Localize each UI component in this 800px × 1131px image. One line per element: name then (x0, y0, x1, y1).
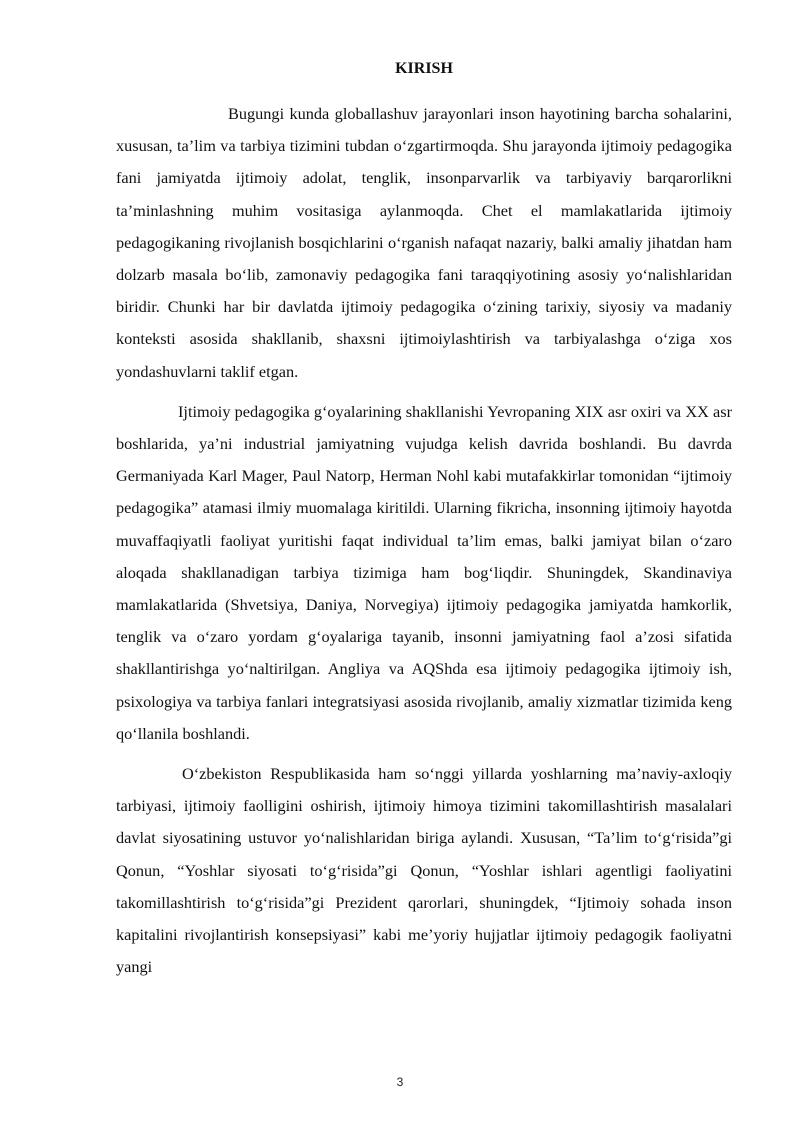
paragraph-europe-history: Ijtimoiy pedagogika g‘oyalarining shakllanishi Yevropaning XIX asr oxiri va XX asr boshlarida, ya’ni industrial jamiyatning vujudga kelish davrida boshlandi. Bu davrda Germaniyada Karl Mager, Paul Natorp, Herman Nohl kabi mutafakkirlar tomonidan “ijtimoiy pedagogika” atamasi ilmiy muomalaga kiritildi. Ularning fikricha, insonning ijtimoiy hayotda muvaffaqiyatli faoliyat yuritishi faqat individual ta’lim emas, balki jamiyat bilan o‘zaro aloqada shakllanadigan tarbiya tizimiga ham bog‘liqdir. Shuningdek, Skandinaviya mamlakatlarida (Shvetsiya, Daniya, Norvegiya) ijtimoiy pedagogika jamiyatda hamkorlik, tenglik va o‘zaro yordam g‘oyalariga tayanib, insonni jamiyatning faol a’zosi sifatida shakllantirishga yo‘naltirilgan. Angliya va AQShda esa ijtimoiy pedagogika ijtimoiy ish, psixologiya va tarbiya fanlari integratsiyasi asosida rivojlanib, amaliy xizmatlar tizimida keng qo‘llanila boshlandi. (116, 401, 732, 743)
paragraph-uzbekistan: O‘zbekiston Respublikasida ham so‘nggi yillarda yoshlarning ma’naviy-axloqiy tarbiyasi, ijtimoiy faolligini oshirish, ijtimoiy himoya tizimini takomillashtirish masalalari davlat siyosatining ustuvor yo‘nalishlaridan biriga aylandi. Xususan, “Ta’lim to‘g‘risida”gi Qonun, “Yoshlar siyosati to‘g‘risida”gi Qonun, “Yoshlar ishlari agentligi faoliyatini takomillashtirish to‘g‘risida”gi Prezident qarorlari, shuningdek, “Ijtimoiy sohada inson kapitalini rivojlantirish konsepsiyasi” kabi me’yoriy hujjatlar ijtimoiy pedagogik faoliyatni yangi (116, 764, 732, 977)
section-title: KIRISH (395, 60, 453, 77)
paragraph-intro: Bugungi kunda globallashuv jarayonlari inson hayotining barcha sohalarini, xususan, ta’lim va tarbiya tizimini tubdan o‘zgartirmoqda. Shu jarayonda ijtimoiy pedagogika fani jamiyatda ijtimoiy adolat, tenglik, insonparvarlik va tarbiyaviy barqarorlikni ta’minlashning muhim vositasiga aylanmoqda. Chet el mamlakatlarida ijtimoiy pedagogikaning rivojlanish bosqichlarini o‘rganish nafaqat nazariy, balki amaliy jihatdan ham dolzarb masala bo‘lib, zamonaviy pedagogika fani taraqqiyotining asosiy yo‘nalishlaridan biridir. Chunki har bir davlatda ijtimoiy pedagogika o‘zining tarixiy, siyosiy va madaniy konteksti asosida shakllanib, shaxsni ijtimoiylashtirish va tarbiyalashga o‘ziga xos yondashuvlarni taklif etgan. (116, 104, 732, 381)
page-number: 3 (396, 1075, 404, 1089)
